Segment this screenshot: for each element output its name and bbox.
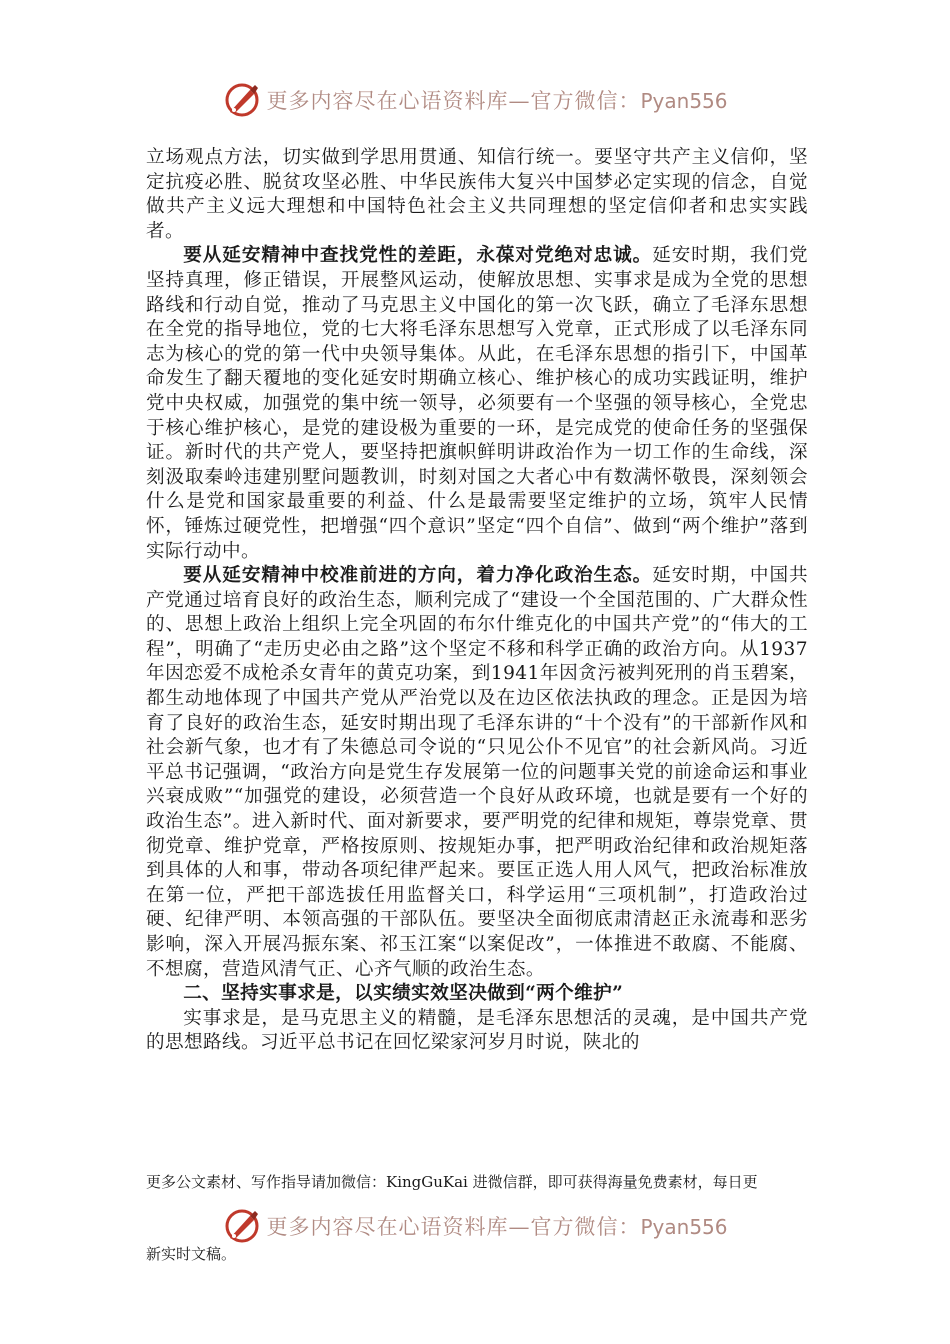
paragraph-lead: 要从延安精神中校准前进的方向，着力净化政治生态。 [183, 565, 653, 587]
footer-wechat-id: Pyan556 [640, 1215, 728, 1239]
paragraph: 立场观点方法，切实做到学思用贯通、知信行统一。要坚守共产主义信仰，坚定抗疫必胜、脱贫攻坚必胜、中华民族伟大复兴中国梦必定实现的信念，自觉做共产主义远大理想和中国特色社会主义共同理想的坚定信仰者和忠实实践者。 [146, 147, 808, 242]
header-banner [0, 78, 950, 122]
section-heading: 二、坚持实事求是，以实绩实效坚决做到“两个维护” [183, 983, 624, 1005]
footer-banner [0, 1204, 950, 1248]
paragraph: 要从延安精神中查找党性的差距，永葆对党绝对忠诚。延安时期，我们党坚持真理，修正错误，开展整风运动，使解放思想、实事求是成为全党的思想路线和行动自觉，推动了马克思主义中国化的第一次飞跃，确立了毛泽东思想在全党的指导地位，党的七大将毛泽东思想写入党章，正式形成了以毛泽东同志为核心的党的第一代中央领导集体。从此，在毛泽东思想的指引下，中国革命发生了翻天覆地的变化延安时期确立核心、维护核心的成功实践证明，维护党中央权威，加强党的集中统一领导，必须要有一个坚强的领导核心，全党忠于核心维护核心，是党的建设极为重要的一环，是完成党的使命任务的坚强保证。新时代的共产党人，要坚持把旗帜鲜明讲政治作为一切工作的生命线，深刻汲取秦岭违建别墅问题教训，时刻对国之大者心中有数满怀敬畏，深刻领会什么是党和国家最重要的利益、什么是最需要坚定维护的立场，筑牢人民情怀，锤炼过硬党性，把增强“四个意识”坚定“四个自信”、做到“两个维护”落到实际行动中。 [146, 245, 808, 562]
pen-logo-icon [222, 1206, 262, 1246]
paragraph: 要从延安精神中校准前进的方向，着力净化政治生态。延安时期，中国共产党通过培育良好的政治生态，顺利完成了“建设一个全国范围的、广大群众性的、思想上政治上组织上完全巩固的布尔什维克化的中国共产党”的“伟大的工程”，明确了“走历史必由之路”这个坚定不移和科学正确的政治方向。从1937年因恋爱不成枪杀女青年的黄克功案，到1941年因贪污被判死刑的肖玉碧案，都生动地体现了中国共产党从严治党以及在边区依法执政的理念。正是因为培育了良好的政治生态，延安时期出现了毛泽东讲的“十个没有”的干部新作风和社会新气象，也才有了朱德总司令说的“只见公仆不见官”的社会新风尚。习近平总书记强调，“政治方向是党生存发展第一位的问题事关党的前途命运和事业兴衰成败”“加强党的建设，必须营造一个良好从政环境，也就是要有一个好的政治生态”。进入新时代、面对新要求，要严明党的纪律和规矩，尊崇党章、贯彻党章、维护党章，严格按原则、按规矩办事，把严明政治纪律和政治规矩落到具体的人和事，带动各项纪律严起来。要匡正选人用人风气，把政治标准放在第一位，严把干部选拔任用监督关口，科学运用“三项机制”，打造政治过硬、纪律严明、本领高强的干部队伍。要坚决全面彻底肃清赵正永流毒和恶劣影响，深入开展冯振东案、祁玉江案“以案促改”，一体推进不敢腐、不能腐、不想腐，营造风清气正、心齐气顺的政治生态。 [146, 565, 808, 980]
header-wechat-id: Pyan556 [640, 89, 728, 113]
paragraph-lead: 要从延安精神中查找党性的差距，永葆对党绝对忠诚。 [183, 245, 653, 267]
footer-note: 更多公文素材、写作指导请加微信：KingGuKai 进微信群，即可获得海量免费素材，每日更 [146, 1173, 758, 1191]
document-body [146, 146, 808, 1056]
footer-banner-text: 更多内容尽在心语资料库—官方微信：Pyan556 [266, 1215, 728, 1239]
pen-logo-icon [222, 80, 262, 120]
footer-last-line: 新实时文稿。 [146, 1245, 237, 1263]
header-banner-text: 更多内容尽在心语资料库—官方微信：Pyan556 [266, 89, 728, 113]
paragraph: 实事求是，是马克思主义的精髓，是毛泽东思想活的灵魂，是中国共产党的思想路线。习近平总书记在回忆梁家河岁月时说，陕北的 [146, 1007, 808, 1054]
